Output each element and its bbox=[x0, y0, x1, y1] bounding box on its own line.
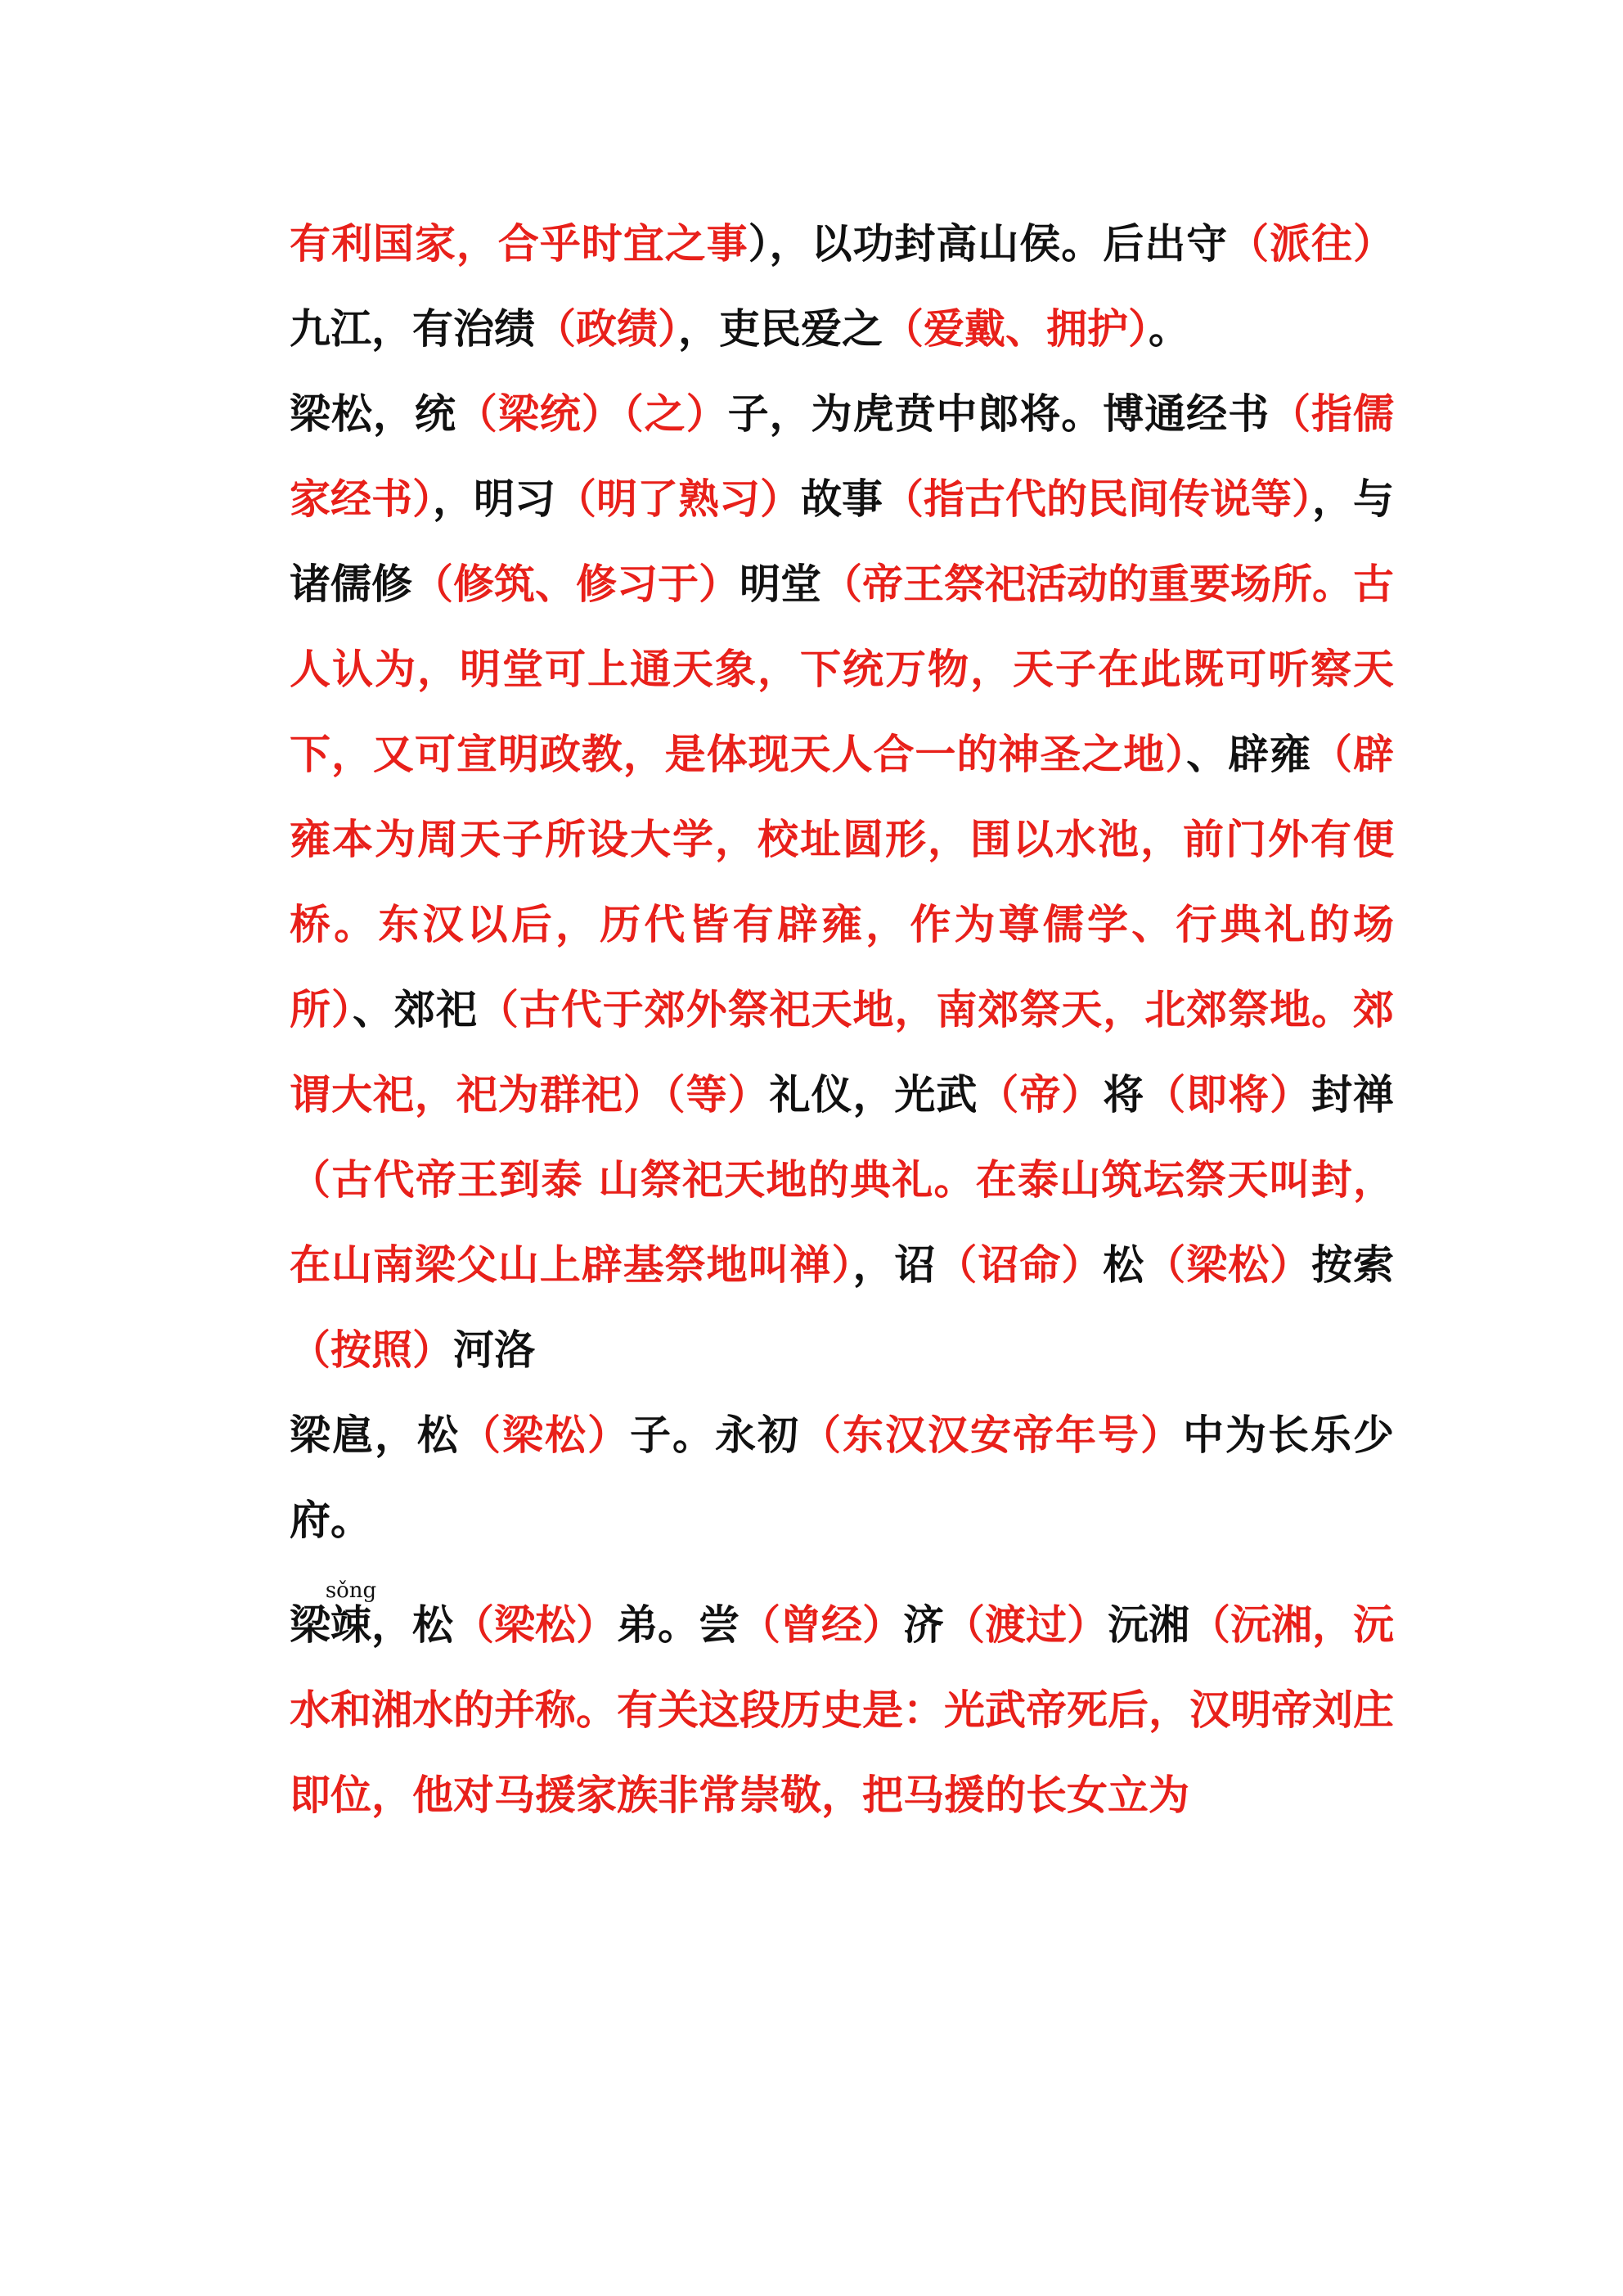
text-run: （帝） bbox=[978, 1070, 1104, 1119]
text-run: 济 bbox=[903, 1600, 944, 1649]
text-run: 。 bbox=[1149, 304, 1189, 353]
text-run: ，松 bbox=[371, 1600, 453, 1649]
paragraph-1 bbox=[290, 201, 1394, 371]
text-run: 松 bbox=[1103, 1240, 1145, 1289]
text-run: 梁扈，松 bbox=[290, 1411, 460, 1459]
text-run: （沅湘，沅水和湘水的并称。有关这段历史是：光武帝死后，汉明帝刘庄即位，他对马援家族非常崇敬，把马援的长女立为 bbox=[290, 1600, 1394, 1819]
text-run: 按索 bbox=[1311, 1240, 1395, 1289]
text-run: （渡过） bbox=[944, 1600, 1108, 1649]
text-run: 弟。尝 bbox=[617, 1600, 740, 1649]
text-run: 河洛 bbox=[453, 1326, 535, 1374]
text-run: ，诏 bbox=[852, 1240, 937, 1289]
text-run: （梁统）（之） bbox=[456, 389, 728, 438]
pinyin-annotation: sǒng bbox=[325, 1578, 377, 1603]
text-run: 中为长乐少府。 bbox=[290, 1411, 1394, 1544]
text-run: （梁松） bbox=[1144, 1240, 1312, 1289]
text-run: （即将） bbox=[1144, 1070, 1312, 1119]
text-run: 有利国家，合乎时宜之事 bbox=[290, 219, 749, 268]
paragraph-3 bbox=[290, 1393, 1394, 1563]
text-run: 梁松，统 bbox=[290, 389, 456, 438]
text-run: （梁松） bbox=[460, 1411, 630, 1459]
text-run: （辟雍本为周天子所设大学，校址圆形，围以水池，前门外有便桥。东汉以后，历代皆有辟雍，作为尊儒学、行典礼的场所） bbox=[290, 730, 1395, 1033]
text-run: （曾经） bbox=[740, 1600, 903, 1649]
text-run: ，吏民爱之 bbox=[678, 304, 883, 353]
text-run: 礼仪，光武 bbox=[769, 1070, 978, 1119]
text-run: （诏命） bbox=[936, 1240, 1104, 1289]
text-run: 沅湘 bbox=[1108, 1600, 1189, 1649]
text-run: （帝王祭祀活动的重要场所。古人认为，明堂可上通天象，下统万物，天子在此既可听察天下，又可宣明政教，是体现天人合一的神圣之地） bbox=[290, 560, 1394, 778]
document-page bbox=[290, 201, 1394, 1838]
text-run: （政绩） bbox=[535, 304, 678, 353]
text-run: （东汉汉安帝年号） bbox=[800, 1411, 1183, 1459]
text-run: 九江，有治绩 bbox=[290, 304, 535, 353]
text-run: （修筑、修习于） bbox=[412, 560, 740, 608]
text-run: （指古代的民间传说等） bbox=[883, 475, 1312, 523]
ruby-character bbox=[325, 1578, 377, 1649]
text-run: 、辟雍 bbox=[1186, 730, 1312, 778]
text-run: ，与诸儒修 bbox=[290, 475, 1394, 608]
text-run: 将 bbox=[1103, 1070, 1145, 1119]
text-run: 子。永初 bbox=[630, 1411, 800, 1459]
text-run: 、郊祀 bbox=[352, 985, 478, 1033]
paragraph-4 bbox=[290, 1578, 1394, 1838]
text-run: 故事 bbox=[801, 475, 883, 523]
text-run: 梁 bbox=[290, 1600, 330, 1649]
text-run: （爱戴、拥护） bbox=[883, 304, 1149, 353]
text-run: （明了熟习） bbox=[555, 475, 801, 523]
text-run: （古代帝王到泰 山祭祀天地的典礼。在泰山筑坛祭天叫封，在山南梁父山上辟基祭地叫禅） bbox=[290, 1155, 1394, 1289]
text-run: 子，为虎贲中郎将。博通经书 bbox=[727, 389, 1270, 438]
text-run: 封禅 bbox=[1311, 1070, 1395, 1119]
paragraph-2 bbox=[290, 371, 1394, 1393]
text-run: ），以功封高山侯。后出守 bbox=[748, 219, 1229, 268]
text-run: ，明习 bbox=[433, 475, 555, 523]
ruby-base: 竦 bbox=[325, 1600, 377, 1649]
text-run: （古代于郊外祭祀天地，南郊祭天，北郊祭地。郊谓大祀，祀为群祀）（等） bbox=[290, 985, 1395, 1119]
text-run: （派往） bbox=[1228, 219, 1395, 268]
text-run: （梁松） bbox=[453, 1600, 617, 1649]
text-run: （按照） bbox=[290, 1326, 453, 1374]
text-run: 明堂 bbox=[740, 560, 821, 608]
text-run: （指儒家经书） bbox=[290, 389, 1395, 523]
